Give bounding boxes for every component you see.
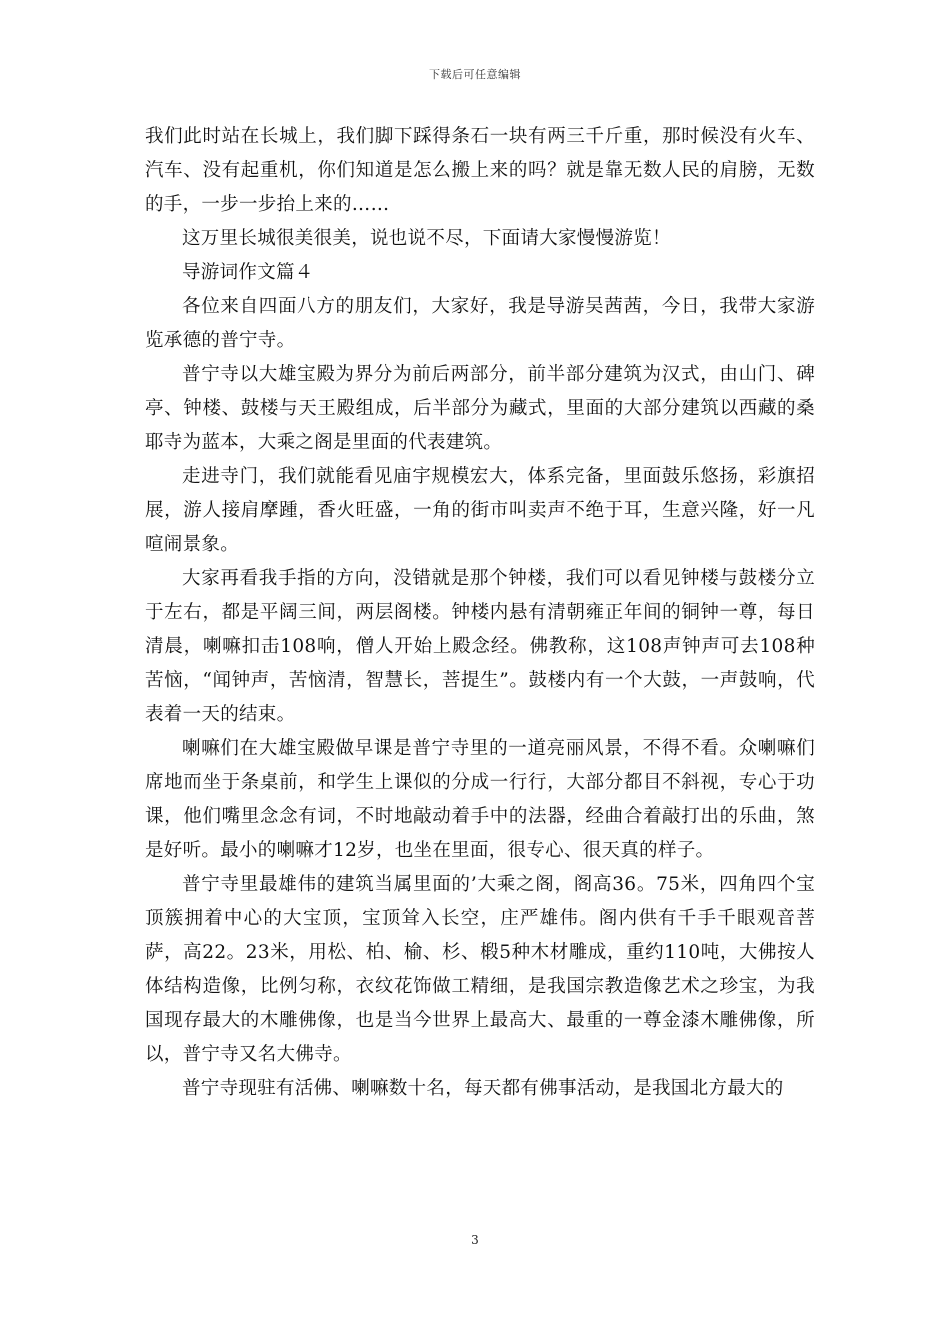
paragraph-layout: 普宁寺以大雄宝殿为界分为前后两部分，前半部分建筑为汉式，由山门、碑亭、钟楼、鼓楼与天王殿组成，后半部分为藏式，里面的大部分建筑以西藏的桑耶寺为蓝本，大乘之阁是里面的代表建筑。 <box>145 364 815 453</box>
page-header-note: 下载后可任意编辑 <box>429 68 521 81</box>
document-body <box>145 120 815 1106</box>
paragraph-bell-tower: 大家再看我手指的方向，没错就是那个钟楼，我们可以看见钟楼与鼓楼分立于左右，都是平阔三间，两层阁楼。钟楼内悬有清朝雍正年间的铜钟一尊，每日清晨，喇嘛扣击108响，僧人开始上殿念经。佛教称，这108声钟声可去108种苦恼，“闻钟声，苦恼清，智慧长，菩提生”。鼓楼内有一个大鼓，一声鼓响，代表着一天的结束。 <box>145 568 815 725</box>
paragraph-great-wall-closing: 这万里长城很美很美，说也说不尽，下面请大家慢慢游览！ <box>182 228 671 249</box>
page-number: 3 <box>471 1233 479 1247</box>
paragraph-continued-great-wall: 我们此时站在长城上，我们脚下踩得条石一块有两三千斤重，那时候没有火车、汽车、没有起重机，你们知道是怎么搬上来的吗？就是靠无数人民的肩膀，无数的手，一步一步抬上来的…… <box>145 126 815 215</box>
paragraph-buddhist-activities: 普宁寺现驻有活佛、喇嘛数十名，每天都有佛事活动，是我国北方最大的 <box>182 1078 784 1099</box>
section-heading: 导游词作文篇４ <box>182 262 314 283</box>
paragraph-greeting: 各位来自四面八方的朋友们，大家好，我是导游吴茜茜，今日，我带大家游览承德的普宁寺。 <box>145 296 815 351</box>
paragraph-entrance: 走进寺门，我们就能看见庙宇规模宏大，体系完备，里面鼓乐悠扬，彩旗招展，游人接肩摩踵，香火旺盛，一角的街市叫卖声不绝于耳，生意兴隆，好一凡喧闹景象。 <box>145 466 815 555</box>
paragraph-mahayana-pavilion: 普宁寺里最雄伟的建筑当属里面的’大乘之阁，阁高36。75米，四角四个宝顶簇拥着中心的大宝顶，宝顶耸入长空，庄严雄伟。阁内供有千手千眼观音菩萨，高22。23米，用松、柏、榆、杉、椴5种木材雕成，重约110吨，大佛按人体结构造像，比例匀称，衣纹花饰做工精细，是我国宗教造像艺术之珍宝，为我国现存最大的木雕佛像，也是当今世界上最高大、最重的一尊金漆木雕佛像，所以，普宁寺又名大佛寺。 <box>145 874 815 1065</box>
paragraph-lamas: 喇嘛们在大雄宝殿做早课是普宁寺里的一道亮丽风景，不得不看。众喇嘛们席地而坐于条桌前，和学生上课似的分成一行行，大部分都目不斜视，专心于功课，他们嘴里念念有词，不时地敲动着手中的法器，经曲合着敲打出的乐曲，煞是好听。最小的喇嘛才12岁，也坐在里面，很专心、很天真的样子。 <box>145 738 815 861</box>
